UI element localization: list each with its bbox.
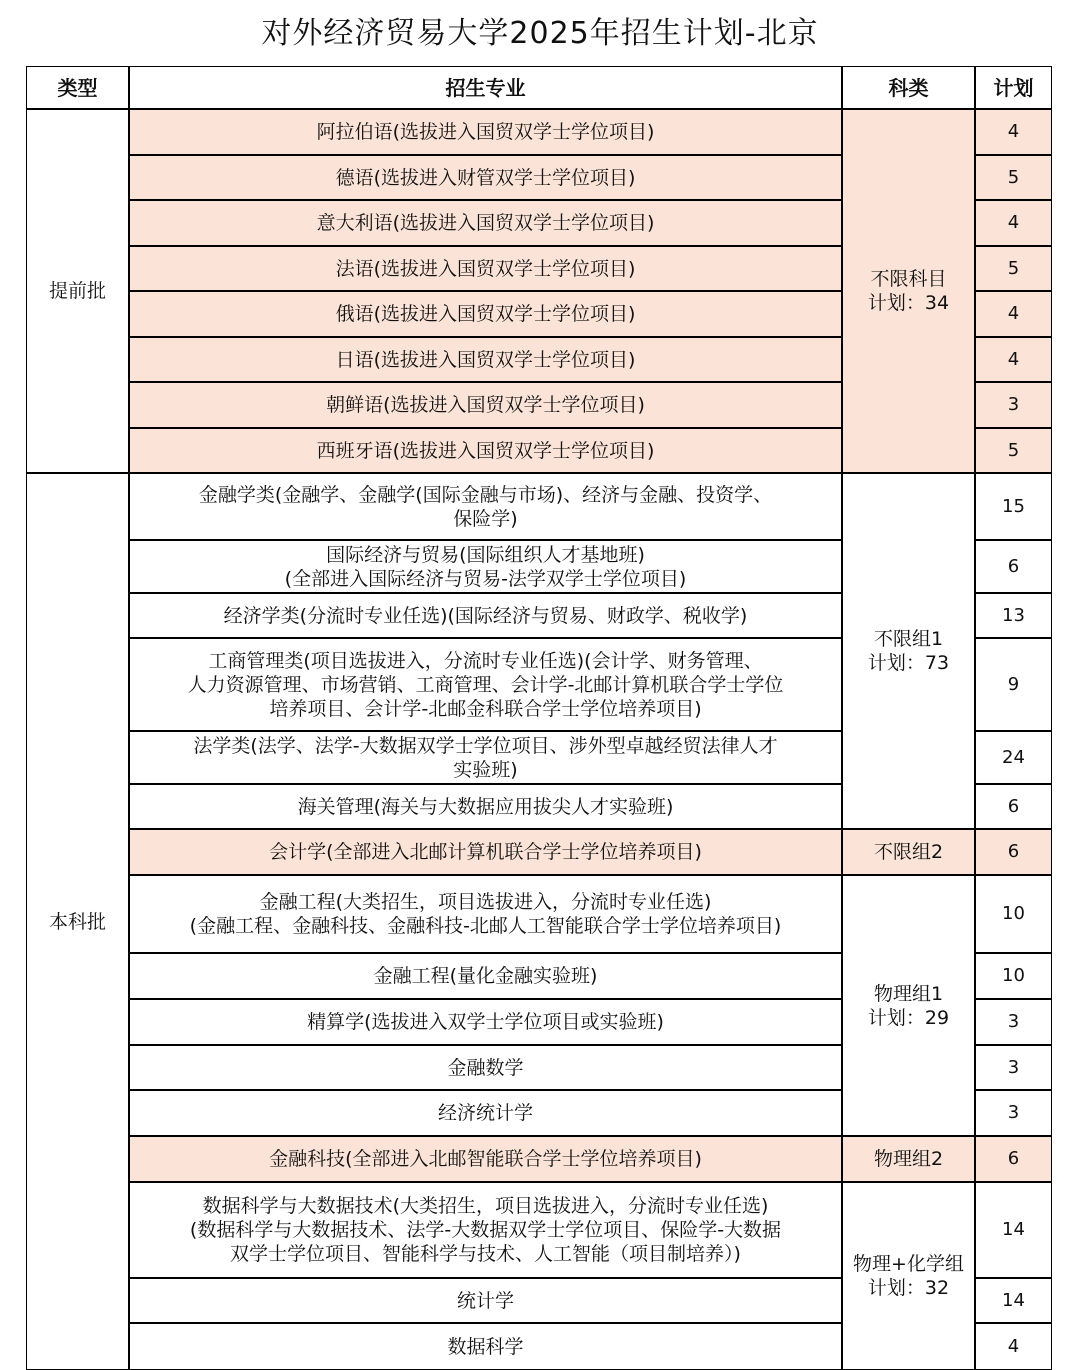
subject-group-cell: 物理+化学组 计划：32 [842, 1182, 975, 1370]
plan-cell: 5 [975, 428, 1052, 473]
plan-cell: 4 [975, 337, 1052, 382]
plan-cell: 5 [975, 246, 1052, 291]
subject-group-cell: 物理组1 计划：29 [842, 875, 975, 1136]
plan-cell: 10 [975, 953, 1052, 999]
plan-cell: 14 [975, 1182, 1052, 1278]
plan-cell: 13 [975, 593, 1052, 638]
major-cell: 金融数学 [129, 1045, 842, 1090]
major-cell: 工商管理类(项目选拔进入，分流时专业任选)(会计学、财务管理、 人力资源管理、市场营销、工商管理、会计学-北邮计算机联合学士学位 培养项目、会计学-北邮金科联合学士学位培养项目) [129, 638, 842, 731]
major-cell: 法学类(法学、法学-大数据双学士学位项目、涉外型卓越经贸法律人才 实验班) [129, 731, 842, 784]
plan-cell: 4 [975, 109, 1052, 155]
major-cell: 德语(选拔进入财管双学士学位项目) [129, 155, 842, 200]
plan-cell: 6 [975, 829, 1052, 875]
major-cell: 朝鲜语(选拔进入国贸双学士学位项目) [129, 382, 842, 428]
major-cell: 金融科技(全部进入北邮智能联合学士学位培养项目) [129, 1136, 842, 1182]
plan-cell: 6 [975, 784, 1052, 829]
major-cell: 金融学类(金融学、金融学(国际金融与市场)、经济与金融、投资学、 保险学) [129, 473, 842, 540]
plan-cell: 4 [975, 1323, 1052, 1370]
plan-cell: 14 [975, 1278, 1052, 1323]
major-cell: 西班牙语(选拔进入国贸双学士学位项目) [129, 428, 842, 473]
plan-cell: 3 [975, 999, 1052, 1045]
batch-cell: 本科批 [26, 473, 129, 1370]
plan-cell: 4 [975, 200, 1052, 246]
plan-cell: 15 [975, 473, 1052, 540]
major-cell: 海关管理(海关与大数据应用拔尖人才实验班) [129, 784, 842, 829]
major-cell: 意大利语(选拔进入国贸双学士学位项目) [129, 200, 842, 246]
major-cell: 会计学(全部进入北邮计算机联合学士学位培养项目) [129, 829, 842, 875]
major-cell: 阿拉伯语(选拔进入国贸双学士学位项目) [129, 109, 842, 155]
major-cell: 金融工程(量化金融实验班) [129, 953, 842, 999]
subject-group-cell: 物理组2 [842, 1136, 975, 1182]
major-cell: 金融工程(大类招生，项目选拔进入，分流时专业任选) (金融工程、金融科技、金融科技-北邮人工智能联合学士学位培养项目) [129, 875, 842, 953]
major-cell: 统计学 [129, 1278, 842, 1323]
major-cell: 数据科学 [129, 1323, 842, 1370]
plan-cell: 3 [975, 382, 1052, 428]
plan-cell: 9 [975, 638, 1052, 731]
major-cell: 法语(选拔进入国贸双学士学位项目) [129, 246, 842, 291]
subject-group-cell: 不限组2 [842, 829, 975, 875]
major-cell: 经济学类(分流时专业任选)(国际经济与贸易、财政学、税收学) [129, 593, 842, 638]
major-cell: 经济统计学 [129, 1090, 842, 1136]
header-plan: 计划 [975, 66, 1052, 109]
plan-cell: 10 [975, 875, 1052, 953]
plan-cell: 4 [975, 291, 1052, 337]
plan-cell: 3 [975, 1045, 1052, 1090]
plan-cell: 6 [975, 540, 1052, 593]
plan-cell: 3 [975, 1090, 1052, 1136]
header-category: 科类 [842, 66, 975, 109]
major-cell: 国际经济与贸易(国际组织人才基地班) (全部进入国际经济与贸易-法学双学士学位项目) [129, 540, 842, 593]
batch-cell: 提前批 [26, 109, 129, 473]
plan-cell: 5 [975, 155, 1052, 200]
header-major: 招生专业 [129, 66, 842, 109]
subject-group-cell: 不限科目 计划：34 [842, 109, 975, 473]
major-cell: 精算学(选拔进入双学士学位项目或实验班) [129, 999, 842, 1045]
major-cell: 数据科学与大数据技术(大类招生，项目选拔进入，分流时专业任选) (数据科学与大数据技术、法学-大数据双学士学位项目、保险学-大数据 双学士学位项目、智能科学与技术、人工智能（项目制培养）) [129, 1182, 842, 1278]
major-cell: 日语(选拔进入国贸双学士学位项目) [129, 337, 842, 382]
page-title: 对外经济贸易大学2025年招生计划-北京 [261, 16, 819, 51]
plan-cell: 6 [975, 1136, 1052, 1182]
header-type: 类型 [26, 66, 129, 109]
subject-group-cell: 不限组1 计划：73 [842, 473, 975, 829]
plan-cell: 24 [975, 731, 1052, 784]
major-cell: 俄语(选拔进入国贸双学士学位项目) [129, 291, 842, 337]
